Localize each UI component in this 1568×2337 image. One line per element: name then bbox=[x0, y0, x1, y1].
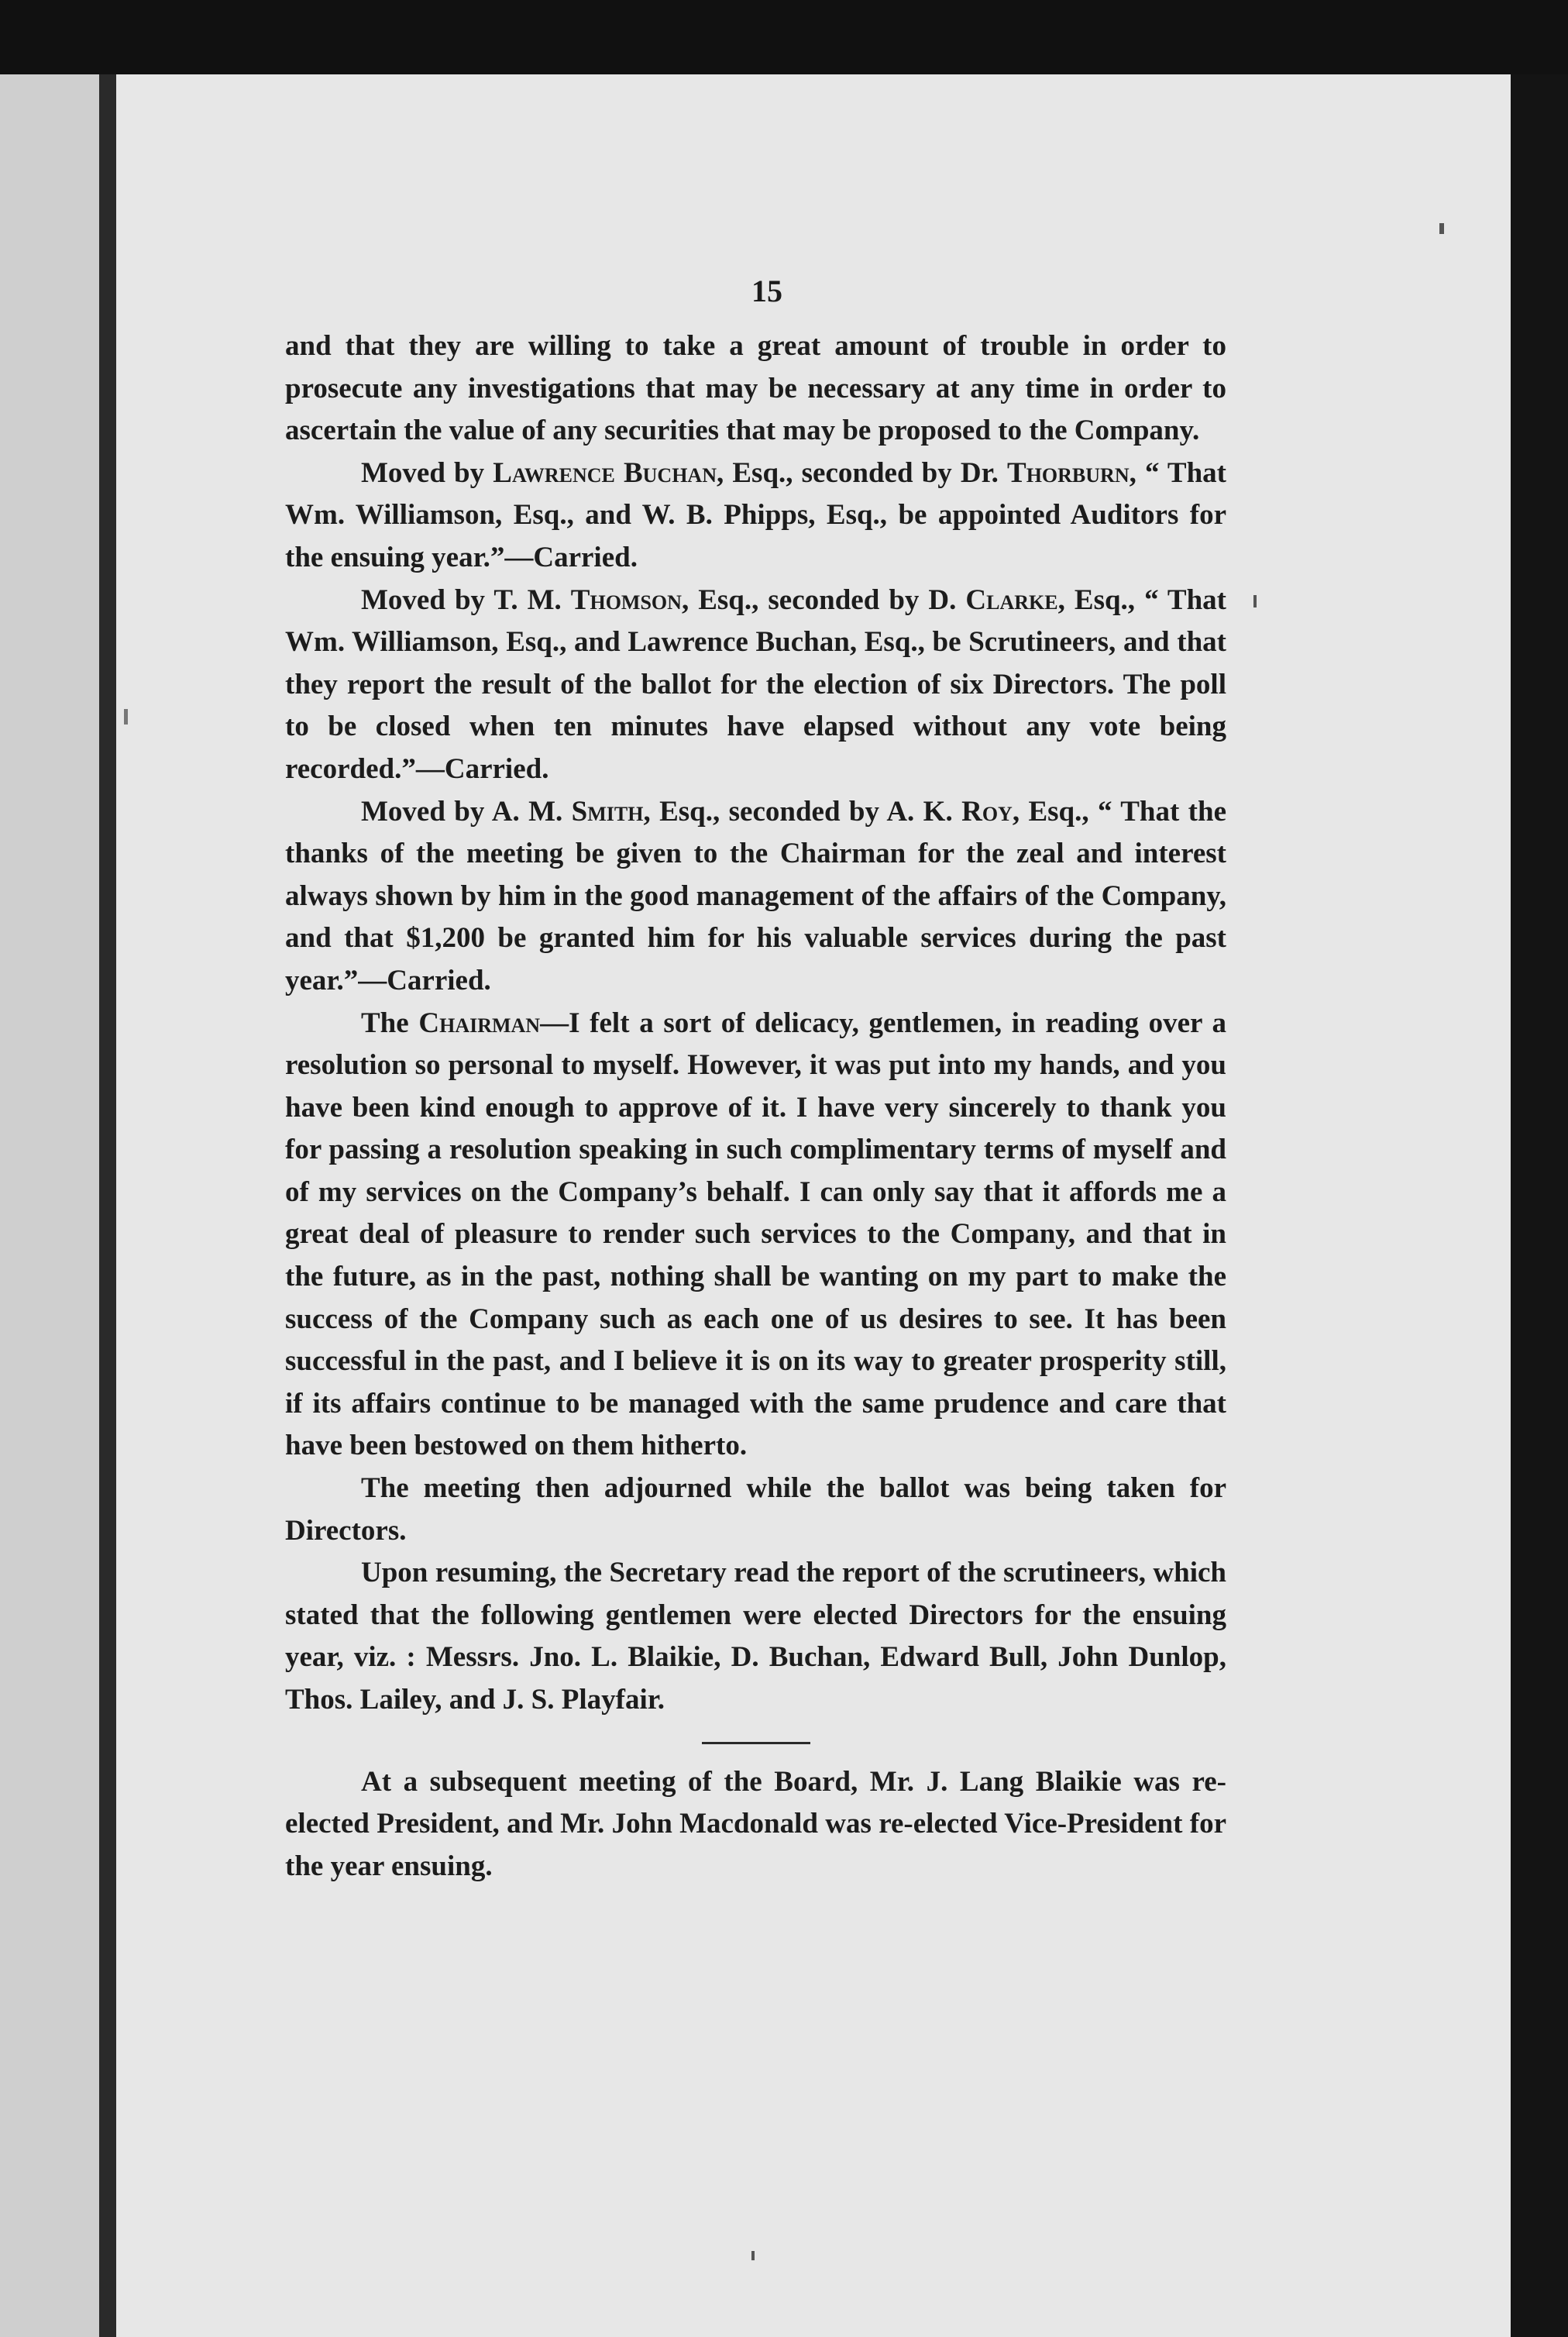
left-page-edge bbox=[0, 74, 99, 2337]
motion-text: , Esq., “ That Wm. Williamson, Esq., and Lawrence Buchan, Esq., be Scrutineers, and that they report the result of the ballot for the election of six Directors. The poll to be closed when ten minutes have elapsed without any vote being recorded.”—Carried. bbox=[285, 583, 1226, 785]
scan-background bbox=[1511, 74, 1568, 2337]
paragraph-scrutineers-motion bbox=[285, 580, 1226, 791]
paragraph-board-meeting: At a subsequent meeting of the Board, Mr. J. Lang Blaikie was re-elected President, and Mr. John Macdonald was re-elected Vice-President for the year ensuing. bbox=[285, 1765, 1226, 1882]
paragraph-adjournment: The meeting then adjourned while the ballot was being taken for Directors. bbox=[285, 1472, 1226, 1547]
motion-text: , Esq., seconded by D. bbox=[681, 583, 966, 616]
motion-text: Moved by A. M. bbox=[361, 795, 572, 828]
speaker-name: Chairman bbox=[418, 1007, 541, 1039]
book-gutter bbox=[99, 74, 116, 2337]
paragraph-chairman-reply bbox=[285, 1003, 1226, 1468]
seconder-name: Thorburn bbox=[1007, 456, 1130, 489]
paragraph-continuation: and that they are willing to take a great amount of trouble in order to prosecute any investigations that may be necessary at any time in order to ascertain the value of any securities that may be proposed to the Company. bbox=[285, 330, 1226, 447]
page-number: 15 bbox=[751, 274, 782, 308]
motion-text: , Esq., seconded by A. K. bbox=[643, 795, 962, 828]
mover-name: Lawrence Buchan bbox=[493, 456, 717, 489]
reply-text: —I felt a sort of delicacy, gentlemen, in reading over a resolution so personal to myself. However, it was put into my hands, and you have been kind enough to approve of it. I have very sincerely to thank you for passing a resolution speaking in such complimentary terms of myself and of my services on the Company’s behalf. I can only say that it affords me a great deal of pleasure to render such services to the Company, and that in the future, as in the past, nothing shall be wanting on my part to make the success of the Company such as each one of us desires to see. It has been successful in the past, and I believe it is on its way to greater prosperity still, if its affairs continue to be managed with the same prudence and care that have been bestowed on them hitherto. bbox=[285, 1007, 1227, 1462]
paper-speck bbox=[1253, 595, 1257, 607]
seconder-name: Clarke bbox=[965, 583, 1058, 616]
motion-text: Moved by T. M. bbox=[361, 583, 571, 616]
paragraph-thanks-motion bbox=[285, 791, 1226, 1003]
paragraph-auditors-motion bbox=[285, 453, 1226, 580]
motion-text: , Esq., “ That the thanks of the meeting be given to the Chairman for the zeal and interest always shown by him in the good management of the affairs of the Company, and that $1,200 be granted him for his valuable services during the past year.”—Carried. bbox=[285, 795, 1226, 996]
page-body-text bbox=[285, 325, 1226, 1888]
paragraph-election-result: Upon resuming, the Secretary read the report of the scrutineers, which stated that the following gentlemen were elected Directors for the ensuing year, viz. : Messrs. Jno. L. Blaikie, D. Buchan, Edward Bull, John Dunlop, Thos. Lailey, and J. S. Playfair. bbox=[285, 1557, 1226, 1716]
mover-name: Smith bbox=[571, 795, 644, 828]
seconder-name: Roy bbox=[961, 795, 1013, 828]
motion-text: , Esq., seconded by Dr. bbox=[717, 456, 1008, 489]
section-separator-rule bbox=[702, 1742, 810, 1744]
paper-speck bbox=[1439, 223, 1444, 234]
paper-speck bbox=[751, 2251, 755, 2260]
motion-text: Moved by bbox=[361, 456, 493, 489]
reply-text: The bbox=[361, 1007, 419, 1039]
mover-name: Thomson bbox=[570, 583, 682, 616]
paper-speck bbox=[124, 709, 128, 725]
motion-text: , “ That Wm. Williamson, Esq., and W. B. Phipps, Esq., be appointed Auditors for the ensuing year.”—Carried. bbox=[285, 456, 1227, 573]
